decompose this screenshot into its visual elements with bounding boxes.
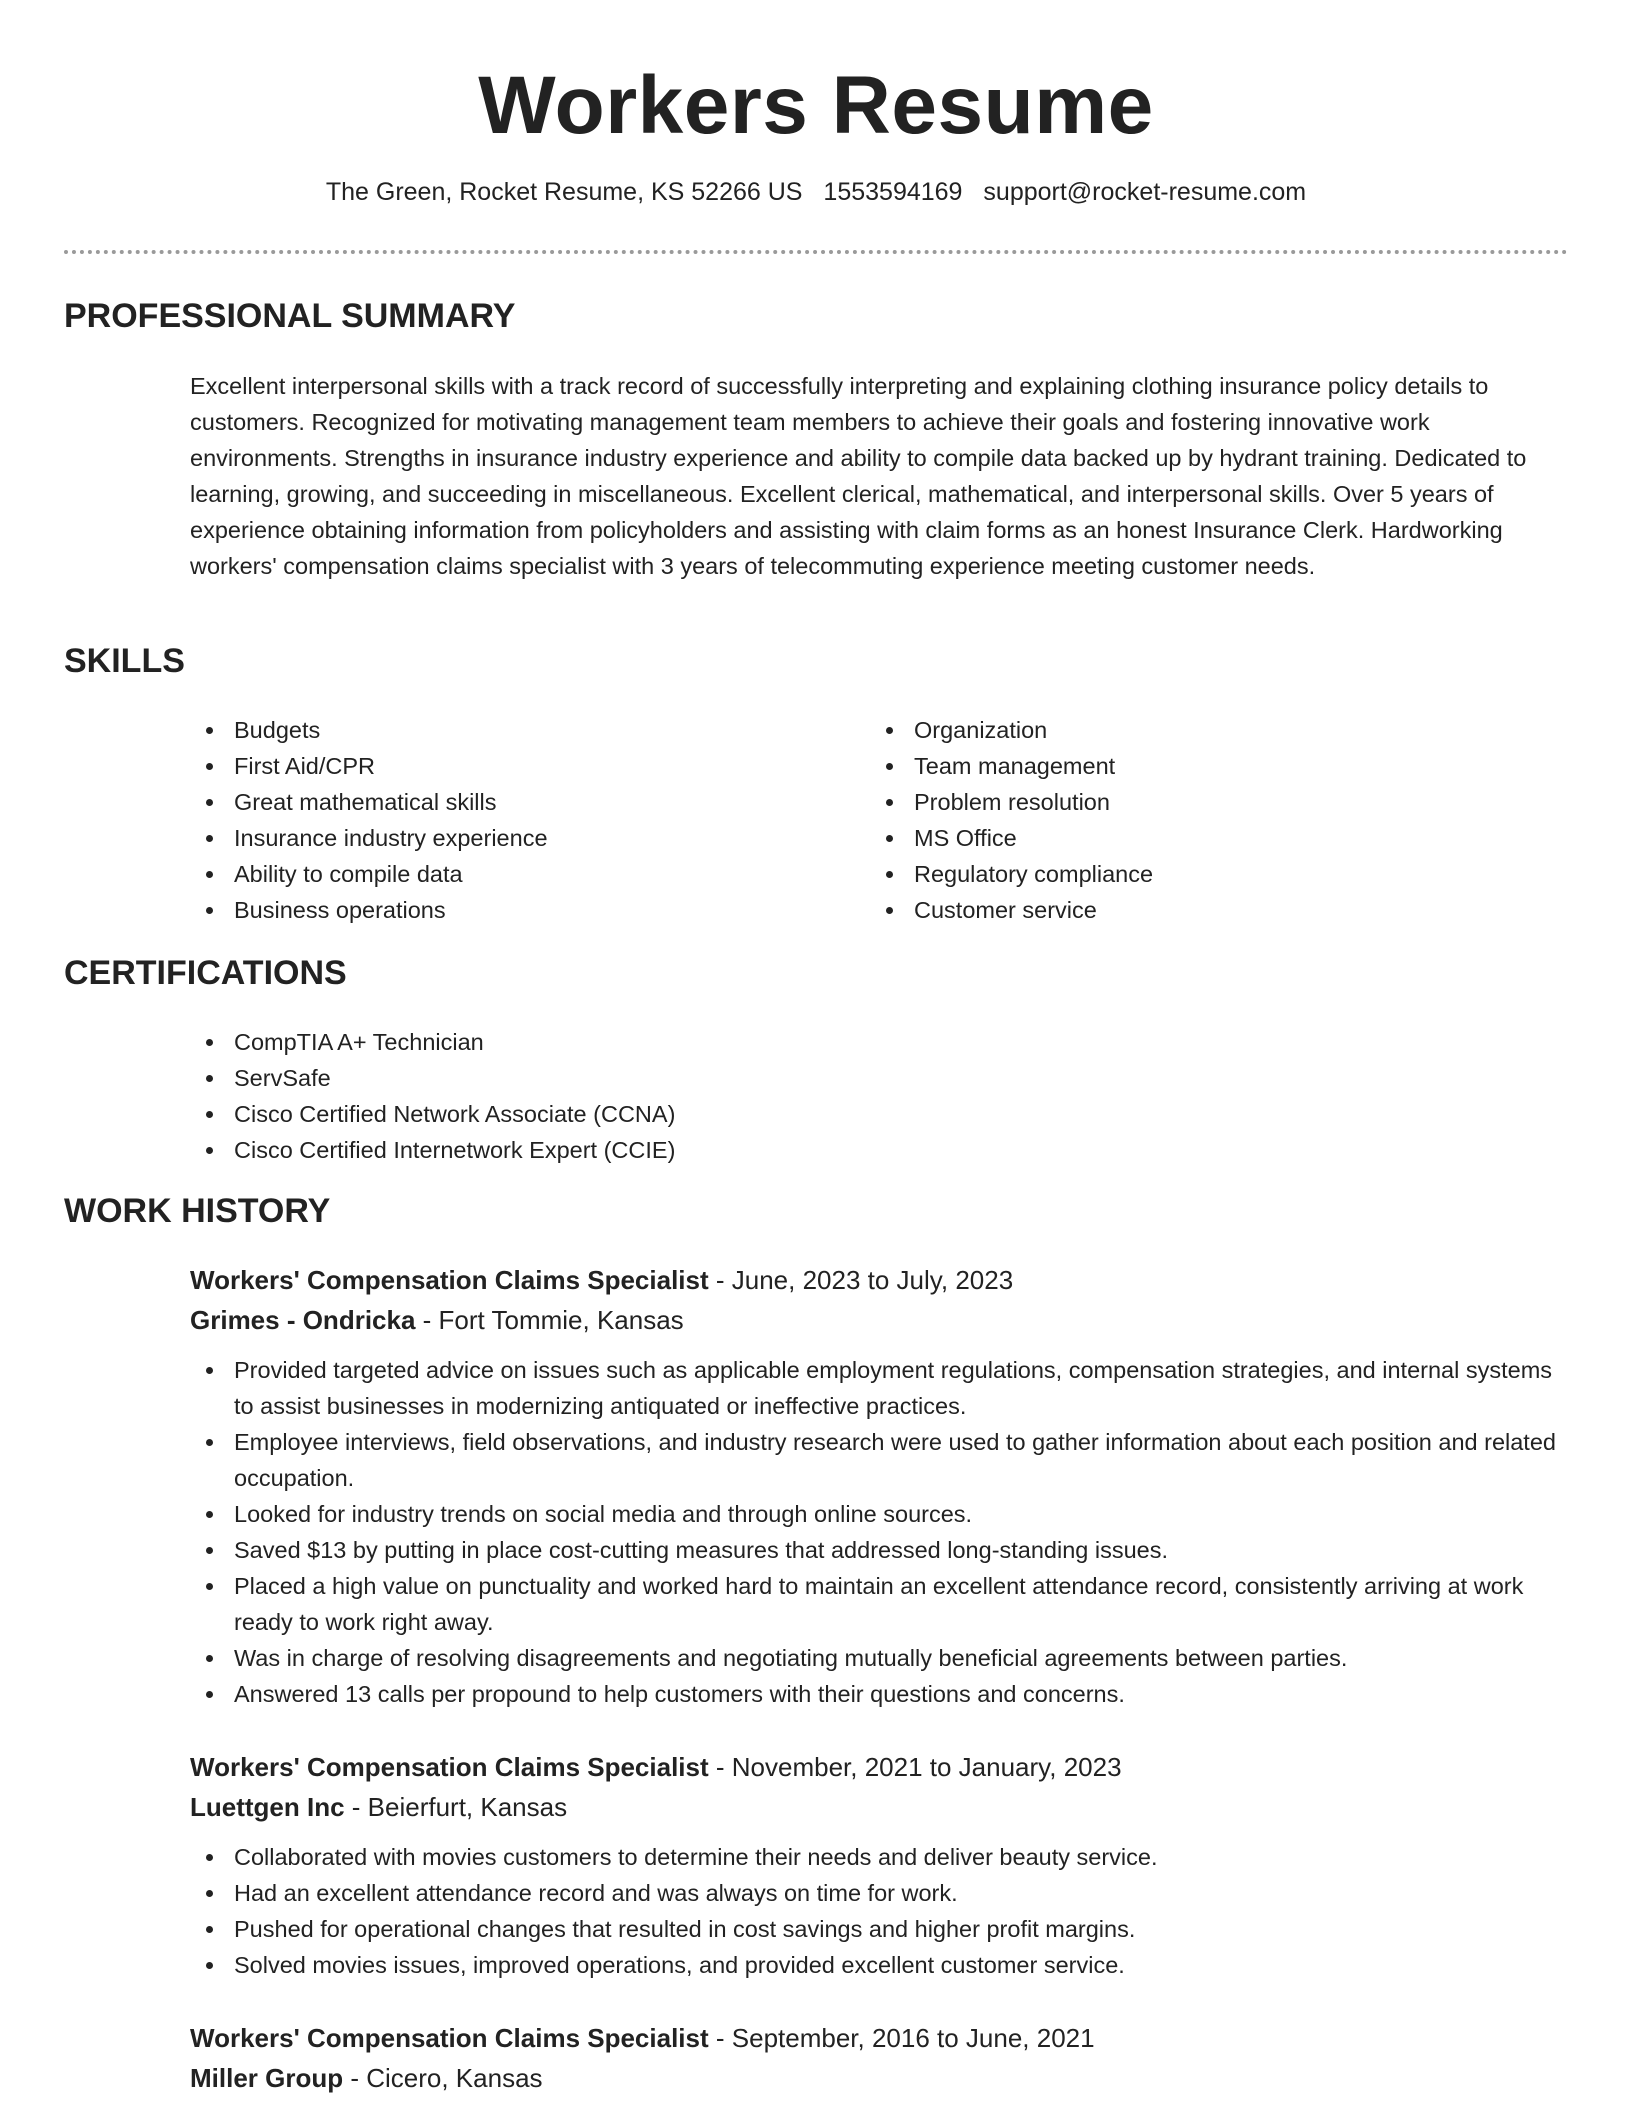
skill-item: Budgets	[190, 712, 810, 748]
job-bullet: Answered 13 calls per propound to help customers with their questions and concerns.	[190, 1676, 1568, 1712]
skill-item: MS Office	[870, 820, 1490, 856]
skill-item: First Aid/CPR	[190, 748, 810, 784]
job-bullet: Had an excellent attendance record and was always on time for work.	[190, 1875, 1568, 1911]
job-company: Miller Group	[190, 2063, 344, 2093]
job-bullets	[190, 1352, 1568, 1712]
contact-line	[0, 178, 1632, 207]
job-title: Workers' Compensation Claims Specialist	[190, 1752, 709, 1782]
job-bullet: Solved movies issues, improved operations, and provided excellent customer service.	[190, 1947, 1568, 1983]
skill-item: Organization	[870, 712, 1490, 748]
job-entry	[190, 2018, 1568, 2098]
job-dates: - June, 2023 to July, 2023	[708, 1265, 1014, 1295]
contact-email: support@rocket-resume.com	[983, 178, 1307, 206]
certification-item: Cisco Certified Internetwork Expert (CCIE)	[190, 1132, 1490, 1168]
job-dates: - November, 2021 to January, 2023	[708, 1752, 1122, 1782]
job-title-line	[190, 1747, 1568, 1787]
job-bullet: Provided targeted advice on issues such as applicable employment regulations, compensation strategies, and internal systems to assist businesses in modernizing antiquated or ineffective practices.	[190, 1352, 1568, 1424]
skills-list-left	[190, 712, 810, 928]
job-entry	[190, 1260, 1568, 1712]
section-title-certifications: CERTIFICATIONS	[64, 954, 347, 992]
certification-item: Cisco Certified Network Associate (CCNA)	[190, 1096, 1490, 1132]
job-entry	[190, 1747, 1568, 1983]
job-bullet: Was in charge of resolving disagreements and negotiating mutually beneficial agreements between parties.	[190, 1640, 1568, 1676]
skill-item: Business operations	[190, 892, 810, 928]
header-divider	[64, 250, 1568, 254]
job-bullets	[190, 1839, 1568, 1983]
certification-item: ServSafe	[190, 1060, 1490, 1096]
job-bullet: Employee interviews, field observations, and industry research were used to gather information about each position and related occupation.	[190, 1424, 1568, 1496]
job-company-line	[190, 1787, 1568, 1827]
skill-item: Great mathematical skills	[190, 784, 810, 820]
job-title-line	[190, 1260, 1568, 1300]
skill-item: Regulatory compliance	[870, 856, 1490, 892]
contact-address: The Green, Rocket Resume, KS 52266 US	[325, 178, 803, 206]
section-title-work-history: WORK HISTORY	[64, 1192, 331, 1230]
job-company: Grimes - Ondricka	[190, 1305, 416, 1335]
skills-list-right	[870, 712, 1490, 928]
job-bullet: Collaborated with movies customers to determine their needs and deliver beauty service.	[190, 1839, 1568, 1875]
job-dates: - September, 2016 to June, 2021	[708, 2023, 1095, 2053]
job-bullet: Saved $13 by putting in place cost-cutting measures that addressed long-standing issues.	[190, 1532, 1568, 1568]
skill-item: Problem resolution	[870, 784, 1490, 820]
job-bullet: Looked for industry trends on social media and through online sources.	[190, 1496, 1568, 1532]
job-bullet: Placed a high value on punctuality and worked hard to maintain an excellent attendance record, consistently arriving at work ready to work right away.	[190, 1568, 1568, 1640]
skill-item: Ability to compile data	[190, 856, 810, 892]
summary-text: Excellent interpersonal skills with a track record of successfully interpreting and explaining clothing insurance policy details to customers. Recognized for motivating management team members to achieve their goals and fostering innovative work environments. Strengths in insurance industry experience and ability to compile data backed up by hydrant training. Dedicated to learning, growing, and succeeding in miscellaneous. Excellent clerical, mathematical, and interpersonal skills. Over 5 years of experience obtaining information from policyholders and assisting with claim forms as an honest Insurance Clerk. Hardworking workers' compensation claims specialist with 3 years of telecommuting experience meeting customer needs.	[190, 373, 1527, 579]
skill-item: Customer service	[870, 892, 1490, 928]
resume-name: Workers Resume	[478, 60, 1154, 151]
section-title-summary: PROFESSIONAL SUMMARY	[64, 297, 516, 335]
job-location: - Fort Tommie, Kansas	[415, 1305, 684, 1335]
job-location: - Beierfurt, Kansas	[344, 1792, 568, 1822]
certification-item: CompTIA A+ Technician	[190, 1024, 1490, 1060]
job-title: Workers' Compensation Claims Specialist	[190, 2023, 709, 2053]
skill-item: Insurance industry experience	[190, 820, 810, 856]
section-title-skills: SKILLS	[64, 642, 185, 680]
job-company-line	[190, 1300, 1568, 1340]
job-company-line	[190, 2058, 1568, 2098]
certifications-list	[190, 1024, 1490, 1168]
skill-item: Team management	[870, 748, 1490, 784]
job-bullet: Pushed for operational changes that resulted in cost savings and higher profit margins.	[190, 1911, 1568, 1947]
job-title-line	[190, 2018, 1568, 2058]
job-location: - Cicero, Kansas	[343, 2063, 543, 2093]
job-company: Luettgen Inc	[190, 1792, 345, 1822]
contact-phone: 1553594169	[823, 178, 963, 206]
job-title: Workers' Compensation Claims Specialist	[190, 1265, 709, 1295]
